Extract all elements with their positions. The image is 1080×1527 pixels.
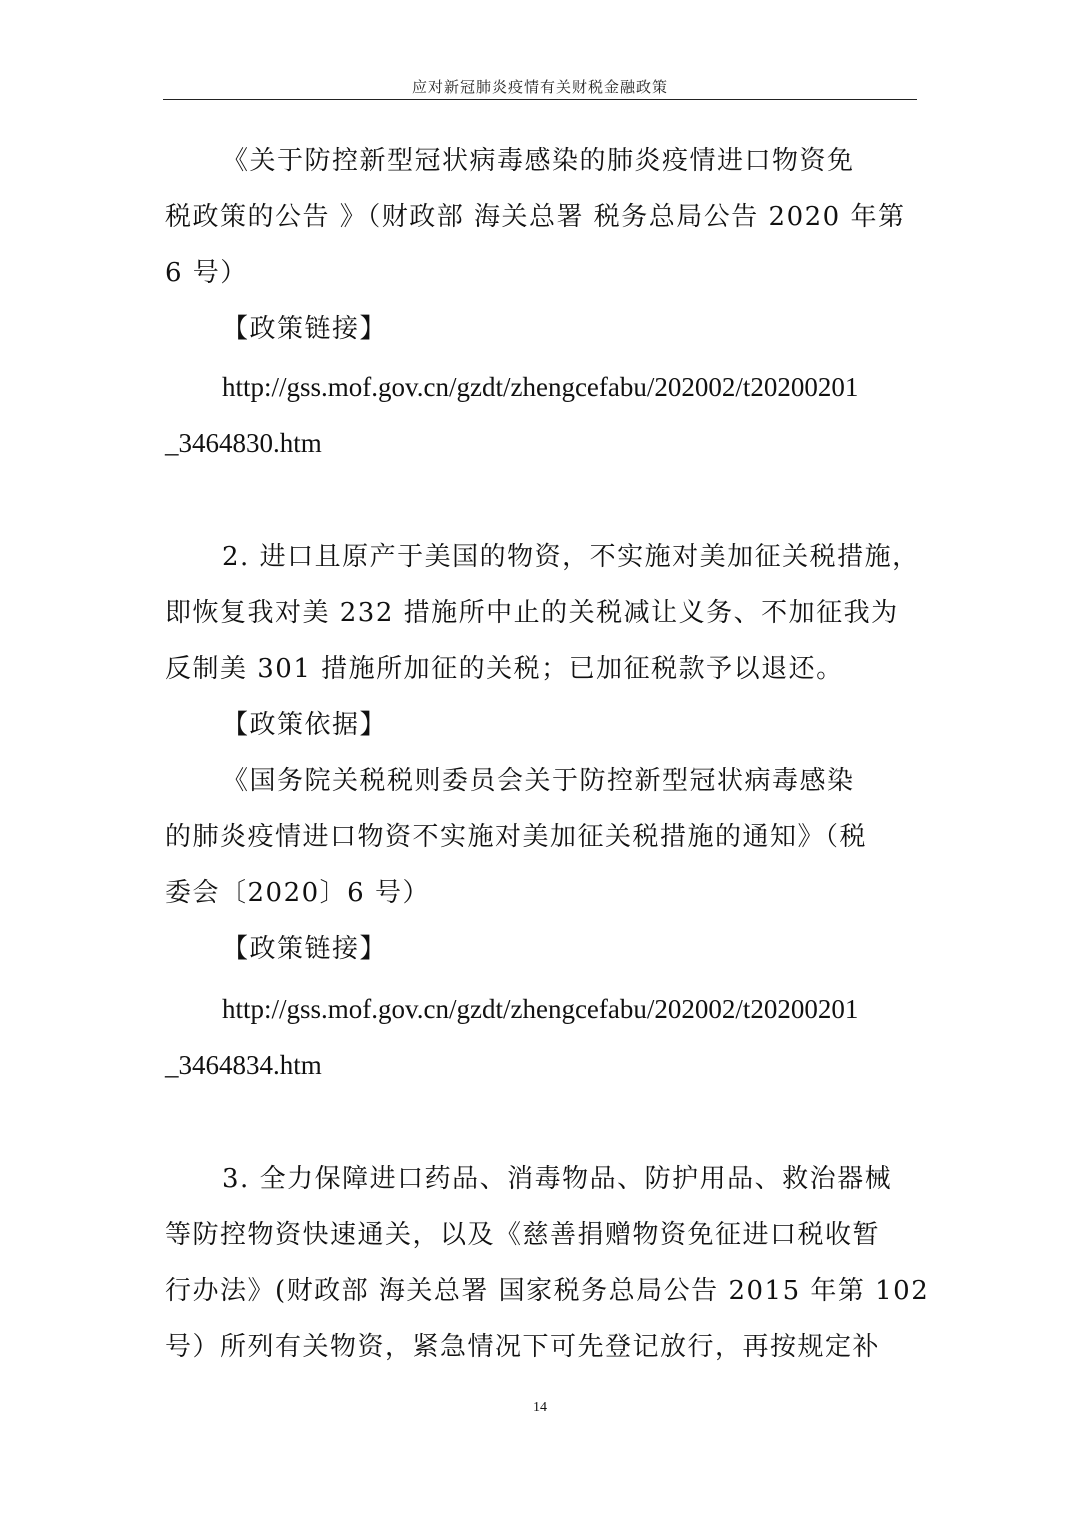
page-number: 14 bbox=[533, 1400, 547, 1415]
text-line: 3. 全力保障进口药品、消毒物品、防护用品、救治器械 bbox=[222, 1164, 893, 1194]
header-rule bbox=[163, 99, 917, 100]
text-line: 2. 进口且原产于美国的物资，不实施对美加征关税措施， bbox=[222, 542, 920, 572]
text-line: 等防控物资快速通关，以及《慈善捐赠物资免征进口税收暂 bbox=[165, 1220, 881, 1250]
text-line: 税政策的公告 》（财政部 海关总署 税务总局公告 2020 年第 bbox=[165, 202, 906, 232]
section-label: 【政策依据】 bbox=[222, 710, 388, 740]
text-line: 反制美 301 措施所加征的关税；已加征税款予以退还。 bbox=[165, 654, 844, 684]
section-label: 【政策链接】 bbox=[222, 934, 388, 964]
policy-link-continued[interactable]: _3464834.htm bbox=[165, 1050, 322, 1080]
policy-link[interactable]: http://gss.mof.gov.cn/gzdt/zhengcefabu/202002/t20200201 bbox=[222, 372, 859, 402]
section-label: 【政策链接】 bbox=[222, 314, 388, 344]
policy-link-continued[interactable]: _3464830.htm bbox=[165, 428, 322, 458]
text-line: 行办法》(财政部 海关总署 国家税务总局公告 2015 年第 102 bbox=[165, 1276, 930, 1306]
text-line: 6 号） bbox=[165, 258, 248, 288]
text-line: 委会〔2020〕6 号） bbox=[165, 878, 430, 908]
policy-link[interactable]: http://gss.mof.gov.cn/gzdt/zhengcefabu/202002/t20200201 bbox=[222, 994, 859, 1024]
text-line: 《国务院关税税则委员会关于防控新型冠状病毒感染 bbox=[222, 766, 855, 796]
text-line: 号）所列有关物资，紧急情况下可先登记放行，再按规定补 bbox=[165, 1332, 881, 1362]
text-line: 的肺炎疫情进口物资不实施对美加征关税措施的通知》（税 bbox=[165, 822, 868, 852]
text-line: 《关于防控新型冠状病毒感染的肺炎疫情进口物资免 bbox=[222, 146, 855, 176]
page-header-title: 应对新冠肺炎疫情有关财税金融政策 bbox=[411, 78, 668, 96]
text-line: 即恢复我对美 232 措施所中止的关税减让义务、不加征我为 bbox=[165, 598, 899, 628]
